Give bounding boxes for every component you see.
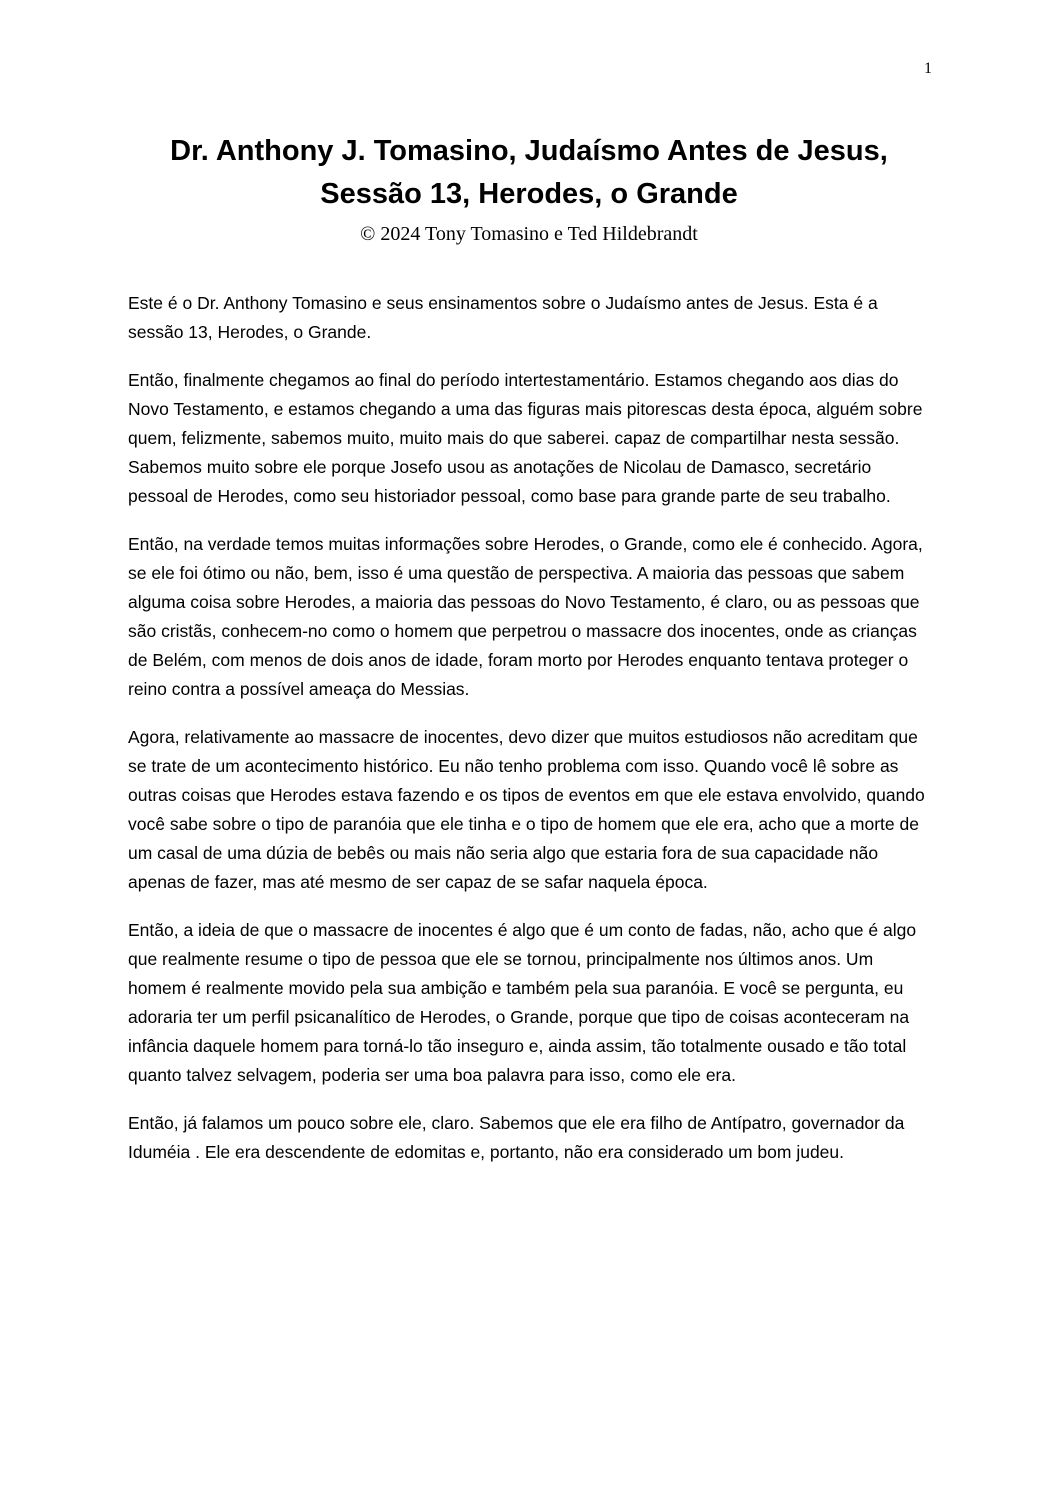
paragraph: Este é o Dr. Anthony Tomasino e seus ensinamentos sobre o Judaísmo antes de Jesus. Esta é a sessão 13, Herodes, o Grande. <box>128 292 878 342</box>
page-number: 1 <box>924 60 932 77</box>
paragraph: Então, já falamos um pouco sobre ele, claro. Sabemos que ele era filho de Antípatro, governador da Iduméia . Ele era descendente de edomitas e, portanto, não era considerado um bom judeu. <box>128 1112 905 1162</box>
document-body <box>128 289 930 1167</box>
paragraph: Agora, relativamente ao massacre de inocentes, devo dizer que muitos estudiosos não acreditam que se trate de um acontecimento histórico. Eu não tenho problema com isso. Quando você lê sobre as outras coisas que Herodes estava fazendo e os tipos de eventos em que ele estava envolvido, quando você sabe sobre o tipo de paranóia que ele tinha e o tipo de homem que ele era, acho que a morte de um casal de uma dúzia de bebês ou mais não seria algo que estaria fora de sua capacidade não apenas de fazer, mas até mesmo de ser capaz de se safar naquela época. <box>128 726 925 892</box>
paragraph: Então, a ideia de que o massacre de inocentes é algo que é um conto de fadas, não, acho que é algo que realmente resume o tipo de pessoa que ele se tornou, principalmente nos últimos anos. Um homem é realmente movido pela sua ambição e também pela sua paranóia. E você se pergunta, eu adoraria ter um perfil psicanalítico de Herodes, o Grande, porque que tipo de coisas aconteceram na infância daquele homem para torná-lo tão inseguro e, ainda assim, tão totalmente ousado e tão total quanto talvez selvagem, poderia ser uma boa palavra para isso, como ele era. <box>128 919 917 1085</box>
paragraph: Então, finalmente chegamos ao final do período intertestamentário. Estamos chegando aos dias do Novo Testamento, e estamos chegando a uma das figuras mais pitorescas desta época, alguém sobre quem, felizmente, sabemos muito, muito mais do que saberei. capaz de compartilhar nesta sessão. Sabemos muito sobre ele porque Josefo usou as anotações de Nicolau de Damasco, secretário pessoal de Herodes, como seu historiador pessoal, como base para grande parte de seu trabalho. <box>128 369 923 506</box>
document-title-line-2: Sessão 13, Herodes, o Grande <box>320 177 738 210</box>
document-title-line-1: Dr. Anthony J. Tomasino, Judaísmo Antes de Jesus, <box>170 135 888 167</box>
paragraph: Então, na verdade temos muitas informações sobre Herodes, o Grande, como ele é conhecido. Agora, se ele foi ótimo ou não, bem, isso é uma questão de perspectiva. A maioria das pessoas que sabem alguma coisa sobre Herodes, a maioria das pessoas do Novo Testamento, é claro, ou as pessoas que são cristãs, conhecem-no como o homem que perpetrou o massacre dos inocentes, onde as crianças de Belém, com menos de dois anos de idade, foram morto por Herodes enquanto tentava proteger o reino contra a possível ameaça do Messias. <box>128 533 923 699</box>
copyright-line: © 2024 Tony Tomasino e Ted Hildebrandt <box>360 222 698 245</box>
document-title <box>70 130 988 216</box>
